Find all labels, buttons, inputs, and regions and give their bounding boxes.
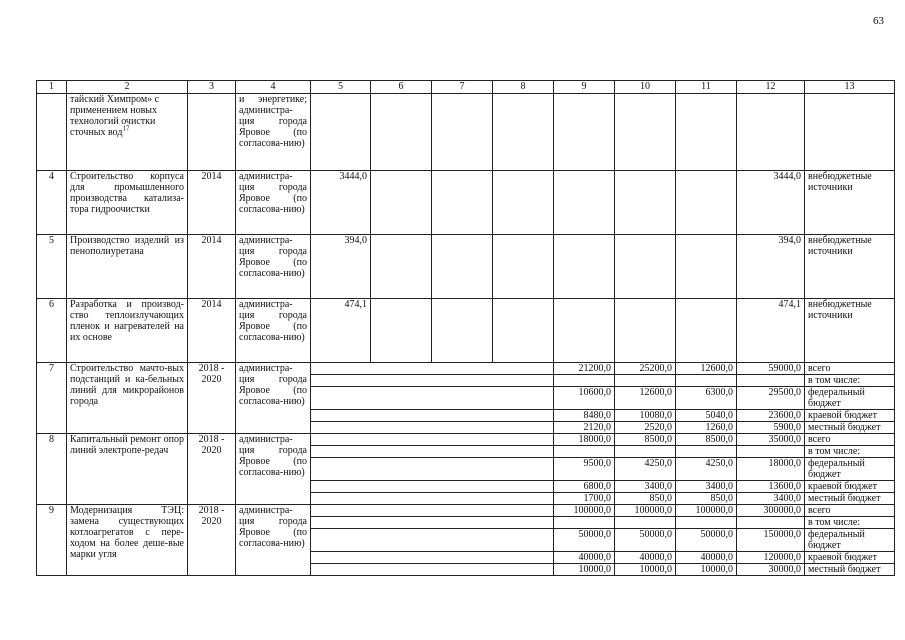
value-cell-col11: 8500,0: [676, 434, 737, 446]
value-cell-col10: [615, 375, 676, 387]
value-cell-col12: 23600,0: [737, 410, 805, 422]
year-cell: 2014: [188, 299, 236, 363]
year-cell: 2018 - 2020: [188, 434, 236, 505]
measure-name-line: технологий очистки: [70, 116, 156, 127]
year-cell: 2018 - 2020: [188, 505, 236, 576]
value-cell-col11: 1260,0: [676, 422, 737, 434]
executor-cell: администра-ция города Яровое (по согласова-нию): [236, 299, 311, 363]
value-cell-col5: 394,0: [311, 235, 371, 299]
value-cell-col12: [737, 446, 805, 458]
footnote-ref: 17: [122, 124, 130, 133]
row-number-cell: 6: [37, 299, 67, 363]
executor-cell: и энергетике; администра-ция города Яровое (по согласова-нию): [236, 94, 311, 171]
column-number-row: [37, 81, 895, 94]
year-cell: 2014: [188, 235, 236, 299]
source-cell: краевой бюджет: [805, 552, 895, 564]
measure-name-cell: Капитальный ремонт опор линий электропе-редач: [67, 434, 188, 505]
value-cell-col10: 10080,0: [615, 410, 676, 422]
table-row: [37, 171, 895, 235]
col-header: 6: [371, 81, 432, 94]
year-cell: 2014: [188, 171, 236, 235]
value-cell-col12: 29500,0: [737, 387, 805, 410]
measure-name-cell: Строительство корпуса для промышленного производства катализа-тора гидроочистки: [67, 171, 188, 235]
value-cell-col9: [554, 446, 615, 458]
value-cell-col12: 120000,0: [737, 552, 805, 564]
empty-cell: [615, 299, 676, 363]
col-header: 12: [737, 81, 805, 94]
value-cell-col9: 50000,0: [554, 529, 615, 552]
table-row: [37, 299, 895, 363]
empty-cell: [311, 375, 554, 387]
source-cell: внебюджетные источники: [805, 299, 895, 363]
empty-cell: [432, 299, 493, 363]
source-cell: в том числе:: [805, 446, 895, 458]
value-cell-col10: 4250,0: [615, 458, 676, 481]
value-cell-col12: 30000,0: [737, 564, 805, 576]
source-cell: местный бюджет: [805, 493, 895, 505]
empty-cell: [311, 410, 554, 422]
value-cell-col12: 3400,0: [737, 493, 805, 505]
measure-name-line: применением новых: [70, 105, 158, 116]
table-row: [37, 235, 895, 299]
source-cell: краевой бюджет: [805, 481, 895, 493]
value-cell-col9: 2120,0: [554, 422, 615, 434]
row-number-cell: [37, 94, 67, 171]
value-cell-col11: [676, 375, 737, 387]
value-cell-col11: 850,0: [676, 493, 737, 505]
value-cell-col12: [737, 375, 805, 387]
empty-cell: [311, 517, 554, 529]
table-row-continued: [37, 94, 895, 171]
row-number-cell: 7: [37, 363, 67, 434]
empty-cell: [311, 387, 554, 410]
empty-cell: [676, 235, 737, 299]
measure-name-line: сточных вод: [70, 127, 123, 138]
value-cell-col12: 474,1: [737, 299, 805, 363]
empty-cell: [311, 446, 554, 458]
value-cell-col10: 2520,0: [615, 422, 676, 434]
value-cell-col10: 40000,0: [615, 552, 676, 564]
source-cell: всего: [805, 505, 895, 517]
col-header: 5: [311, 81, 371, 94]
row-number-cell: 4: [37, 171, 67, 235]
executor-cell: администра-ция города Яровое (по согласова-нию): [236, 363, 311, 434]
source-cell: местный бюджет: [805, 564, 895, 576]
empty-cell: [311, 493, 554, 505]
value-cell-col9: 10000,0: [554, 564, 615, 576]
value-cell-col10: [615, 517, 676, 529]
executor-cell: администра-ция города Яровое (по согласова-нию): [236, 235, 311, 299]
row-number-cell: 5: [37, 235, 67, 299]
value-cell-col11: [676, 446, 737, 458]
empty-cell: [371, 299, 432, 363]
empty-cell: [311, 481, 554, 493]
value-cell-col10: 50000,0: [615, 529, 676, 552]
empty-cell: [311, 458, 554, 481]
value-cell-col9: 1700,0: [554, 493, 615, 505]
value-cell-col10: 10000,0: [615, 564, 676, 576]
value-cell-col10: 25200,0: [615, 363, 676, 375]
value-cell-col10: 3400,0: [615, 481, 676, 493]
measure-name-line: тайский Химпром» с: [70, 94, 160, 105]
source-cell: местный бюджет: [805, 422, 895, 434]
col-header: 1: [37, 81, 67, 94]
empty-cell: [311, 529, 554, 552]
value-cell-col11: 6300,0: [676, 387, 737, 410]
empty-cell: [554, 235, 615, 299]
row-number-cell: 9: [37, 505, 67, 576]
empty-cell: [371, 171, 432, 235]
row-number-cell: 8: [37, 434, 67, 505]
empty-cell: [493, 235, 554, 299]
value-cell-col9: 100000,0: [554, 505, 615, 517]
value-cell-col12: 150000,0: [737, 529, 805, 552]
executor-cell: администра-ция города Яровое (по согласова-нию): [236, 505, 311, 576]
empty-cell: [311, 505, 554, 517]
value-cell-col10: 8500,0: [615, 434, 676, 446]
value-cell-col12: 394,0: [737, 235, 805, 299]
empty-cell: [554, 299, 615, 363]
empty-cell: [676, 171, 737, 235]
value-cell-col11: [676, 517, 737, 529]
source-cell: всего: [805, 434, 895, 446]
source-cell: федеральный бюджет: [805, 458, 895, 481]
col-header: 9: [554, 81, 615, 94]
executor-cell: администра-ция города Яровое (по согласова-нию): [236, 171, 311, 235]
empty-cell: [676, 299, 737, 363]
source-cell: в том числе:: [805, 375, 895, 387]
empty-cell: [554, 171, 615, 235]
source-cell: федеральный бюджет: [805, 529, 895, 552]
value-cell-col11: 4250,0: [676, 458, 737, 481]
col-header: 2: [67, 81, 188, 94]
value-cell-col9: 8480,0: [554, 410, 615, 422]
empty-cell: [615, 235, 676, 299]
col-header: 7: [432, 81, 493, 94]
value-cell-col11: 10000,0: [676, 564, 737, 576]
table-row: [37, 505, 895, 517]
source-cell: внебюджетные источники: [805, 171, 895, 235]
value-cell-col12: 13600,0: [737, 481, 805, 493]
empty-cell: [371, 235, 432, 299]
source-cell: в том числе:: [805, 517, 895, 529]
value-cell-col12: 5900,0: [737, 422, 805, 434]
empty-cell: [311, 434, 554, 446]
value-cell-col10: 12600,0: [615, 387, 676, 410]
measures-table: [36, 80, 895, 576]
source-cell: краевой бюджет: [805, 410, 895, 422]
value-cell-col10: 100000,0: [615, 505, 676, 517]
value-cell-col9: [554, 517, 615, 529]
value-cell-col11: 3400,0: [676, 481, 737, 493]
year-cell: [188, 94, 236, 171]
value-cell-col10: 850,0: [615, 493, 676, 505]
value-cell-col9: [554, 375, 615, 387]
page-number: 63: [873, 15, 884, 27]
value-cell-col12: 35000,0: [737, 434, 805, 446]
empty-cell: [432, 235, 493, 299]
year-cell: 2018 - 2020: [188, 363, 236, 434]
col-header: 3: [188, 81, 236, 94]
empty-cell: [311, 564, 554, 576]
empty-cell: [311, 422, 554, 434]
value-cell-col12: [737, 517, 805, 529]
col-header: 11: [676, 81, 737, 94]
measure-name-cell: Разработка и производ-ство теплоизлучающих пленок и нагревателей на их основе: [67, 299, 188, 363]
value-cell-col9: 21200,0: [554, 363, 615, 375]
value-cell-col12: 300000,0: [737, 505, 805, 517]
empty-cell: [311, 363, 554, 375]
value-cell-col12: 59000,0: [737, 363, 805, 375]
value-cell-col5: 474,1: [311, 299, 371, 363]
value-cell-col5: 3444,0: [311, 171, 371, 235]
empty-cell: [615, 171, 676, 235]
value-cell-col10: [615, 446, 676, 458]
value-cell-col9: 18000,0: [554, 434, 615, 446]
value-cell-col9: 6800,0: [554, 481, 615, 493]
value-cell-col12: 18000,0: [737, 458, 805, 481]
col-header: 10: [615, 81, 676, 94]
col-header: 4: [236, 81, 311, 94]
col-header: 13: [805, 81, 895, 94]
value-cell-col11: 12600,0: [676, 363, 737, 375]
source-cell: внебюджетные источники: [805, 235, 895, 299]
value-cell-col12: 3444,0: [737, 171, 805, 235]
col-header: 8: [493, 81, 554, 94]
source-cell: всего: [805, 363, 895, 375]
value-cell-col11: 100000,0: [676, 505, 737, 517]
measure-name-cell: [67, 94, 188, 171]
value-cell-col11: 50000,0: [676, 529, 737, 552]
table-row: [37, 363, 895, 375]
value-cell-col9: 10600,0: [554, 387, 615, 410]
value-cell-col11: 5040,0: [676, 410, 737, 422]
measure-name-cell: Модернизация ТЭЦ: замена существующих котлоагрегатов с пере-ходом на более деше-вые марки угля: [67, 505, 188, 576]
value-cell-col9: 9500,0: [554, 458, 615, 481]
empty-cell: [432, 171, 493, 235]
value-cell-col11: 40000,0: [676, 552, 737, 564]
measure-name-cell: Производство изделий из пенополиуретана: [67, 235, 188, 299]
measure-name-cell: Строительство мачто-вых подстанций и ка-бельных линий для микрорайонов города: [67, 363, 188, 434]
table-row: [37, 434, 895, 446]
empty-cell: [493, 299, 554, 363]
empty-cell: [493, 171, 554, 235]
source-cell: федеральный бюджет: [805, 387, 895, 410]
executor-cell: администра-ция города Яровое (по согласова-нию): [236, 434, 311, 505]
value-cell-col9: 40000,0: [554, 552, 615, 564]
empty-cell: [311, 552, 554, 564]
